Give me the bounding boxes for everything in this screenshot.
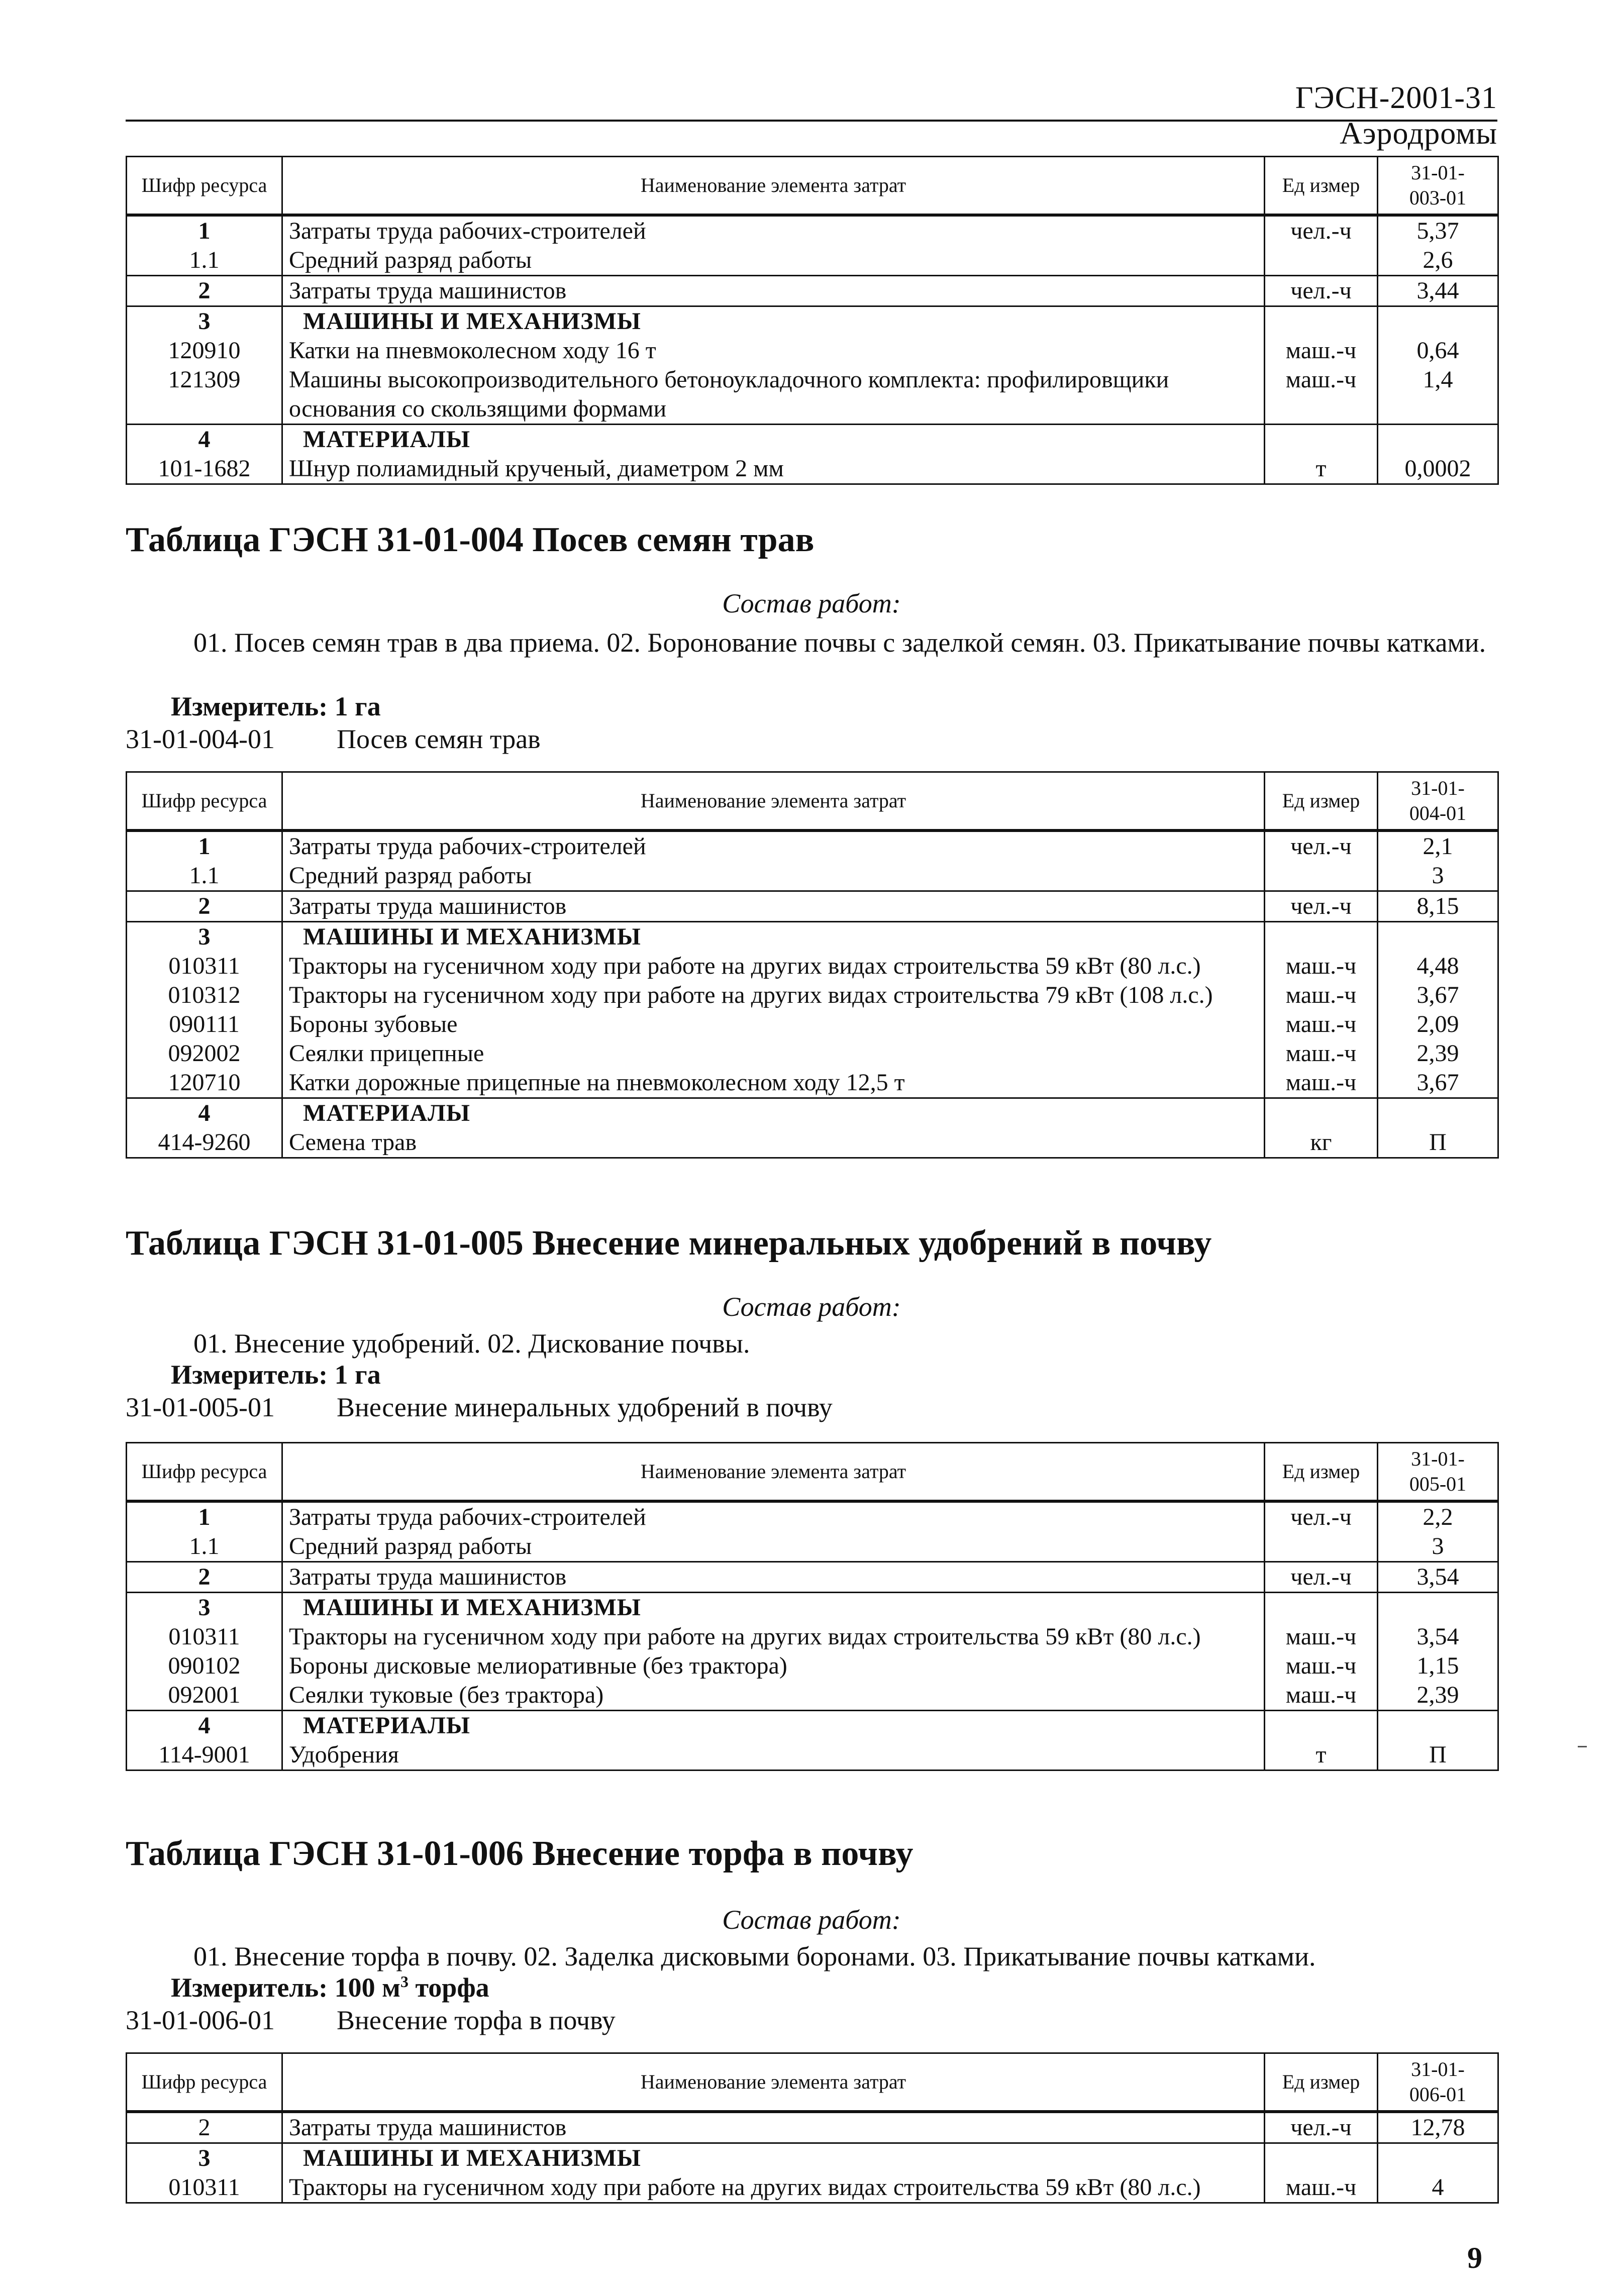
row-unit	[1265, 1593, 1378, 1623]
row-name: Тракторы на гусеничном ходу при работе на других видах строительства 79 кВт (108 л.с.)	[282, 981, 1265, 1010]
row-code: 3	[127, 306, 282, 337]
table-row	[127, 1651, 1498, 1681]
code-line-006	[126, 2005, 616, 2036]
row-value	[1378, 1711, 1498, 1741]
row-code: 4	[127, 1711, 282, 1741]
header-rule	[126, 120, 1497, 122]
row-unit	[1265, 2143, 1378, 2173]
row-value: 2,1	[1378, 830, 1498, 861]
measure-superscript: 3	[400, 1972, 409, 1991]
resource-table-004	[126, 771, 1499, 1159]
row-code: 010311	[127, 2173, 282, 2203]
col-header-name: Наименование элемента затрат	[282, 157, 1265, 216]
table-row	[127, 861, 1498, 891]
section-row	[127, 1711, 1498, 1741]
section-row	[127, 2143, 1498, 2173]
row-value	[1378, 1593, 1498, 1623]
row-unit	[1265, 1098, 1378, 1128]
section-heading-006: Таблица ГЭСН 31-01-006 Внесение торфа в почву	[126, 1834, 914, 1873]
section-heading-004: Таблица ГЭСН 31-01-004 Посев семян трав	[126, 521, 815, 559]
measure-label: Измеритель:	[171, 1360, 328, 1390]
norm-code: 31-01-005-01	[126, 1392, 275, 1422]
row-value	[1378, 425, 1498, 455]
row-name: Средний разряд работы	[282, 1532, 1265, 1562]
table-row	[127, 1068, 1498, 1098]
row-unit: маш.-ч	[1265, 981, 1378, 1010]
row-unit: маш.-ч	[1265, 1681, 1378, 1711]
row-code: 2	[127, 2112, 282, 2143]
table-row	[127, 1740, 1498, 1771]
row-unit	[1265, 1711, 1378, 1741]
row-unit: т	[1265, 1740, 1378, 1771]
col-header-code: Шифр ресурса	[127, 2053, 282, 2112]
row-value: 0,0002	[1378, 454, 1498, 484]
row-section-title: МАШИНЫ И МЕХАНИЗМЫ	[282, 306, 1265, 337]
row-code: 2	[127, 276, 282, 306]
row-unit: кг	[1265, 1128, 1378, 1158]
row-code: 3	[127, 2143, 282, 2173]
row-unit: чел.-ч	[1265, 1562, 1378, 1593]
row-name: Бороны зубовые	[282, 1010, 1265, 1039]
row-unit	[1265, 861, 1378, 891]
table-row	[127, 246, 1498, 276]
row-code: 2	[127, 1562, 282, 1593]
row-value: 3,54	[1378, 1562, 1498, 1593]
table-row	[127, 454, 1498, 484]
col-header-unit: Ед измер	[1265, 1443, 1378, 1502]
row-name: Катки дорожные прицепные на пневмоколесном ходу 12,5 т	[282, 1068, 1265, 1098]
row-code: 121309	[127, 365, 282, 425]
row-name: Машины высокопроизводительного бетоноукладочного комплекта: профилировщики основания со скользящими формами	[282, 365, 1265, 425]
col-header-code: Шифр ресурса	[127, 157, 282, 216]
col-header-name: Наименование элемента затрат	[282, 2053, 1265, 2112]
row-unit: чел.-ч	[1265, 891, 1378, 922]
row-value: 3,67	[1378, 981, 1498, 1010]
row-name: Затраты труда машинистов	[282, 276, 1265, 306]
measure-value-main: 100 м	[334, 1972, 400, 2003]
row-name: Удобрения	[282, 1740, 1265, 1771]
table-row	[127, 215, 1498, 246]
section-row	[127, 306, 1498, 337]
row-value: 12,78	[1378, 2112, 1498, 2143]
row-value: 8,15	[1378, 891, 1498, 922]
code-line-005	[126, 1392, 833, 1423]
row-code: 4	[127, 425, 282, 455]
row-code: 3	[127, 922, 282, 952]
table-row	[127, 981, 1498, 1010]
col-header-norm	[1378, 2053, 1498, 2112]
row-section-title: МАТЕРИАЛЫ	[282, 1098, 1265, 1128]
row-name: Тракторы на гусеничном ходу при работе на других видах строительства 59 кВт (80 л.с.)	[282, 1622, 1265, 1651]
table-row	[127, 1010, 1498, 1039]
row-code: 1.1	[127, 246, 282, 276]
row-name: Тракторы на гусеничном ходу при работе на других видах строительства 59 кВт (80 л.с.)	[282, 2173, 1265, 2203]
row-name: Катки на пневмоколесном ходу 16 т	[282, 336, 1265, 365]
row-unit: чел.-ч	[1265, 830, 1378, 861]
col-header-norm	[1378, 157, 1498, 216]
norm-code-line2: 006-01	[1409, 2083, 1467, 2106]
row-code: 090102	[127, 1651, 282, 1681]
row-unit	[1265, 1532, 1378, 1562]
row-code: 1	[127, 1501, 282, 1532]
row-unit: чел.-ч	[1265, 1501, 1378, 1532]
col-header-name: Наименование элемента затрат	[282, 772, 1265, 831]
row-section-title: МАШИНЫ И МЕХАНИЗМЫ	[282, 922, 1265, 952]
row-unit: маш.-ч	[1265, 365, 1378, 425]
row-name: Тракторы на гусеничном ходу при работе на других видах строительства 59 кВт (80 л.с.)	[282, 952, 1265, 981]
composition-text-004: 01. Посев семян трав в два приема. 02. Боронование почвы с заделкой семян. 03. Прикатывание почвы катками.	[193, 628, 1486, 658]
row-value: 3	[1378, 1532, 1498, 1562]
table-row	[127, 1622, 1498, 1651]
resource-table-003	[126, 156, 1499, 485]
row-code: 010312	[127, 981, 282, 1010]
row-value: 3,54	[1378, 1622, 1498, 1651]
row-code: 1	[127, 830, 282, 861]
col-header-unit: Ед измер	[1265, 2053, 1378, 2112]
row-name: Затраты труда рабочих-строителей	[282, 1501, 1265, 1532]
row-value: 2,6	[1378, 246, 1498, 276]
measure-004	[171, 691, 381, 722]
row-code: 092001	[127, 1681, 282, 1711]
row-code: 114-9001	[127, 1740, 282, 1771]
row-section-title: МАШИНЫ И МЕХАНИЗМЫ	[282, 2143, 1265, 2173]
row-unit: т	[1265, 454, 1378, 484]
norm-code-line2: 005-01	[1409, 1473, 1467, 1495]
row-value	[1378, 922, 1498, 952]
row-code: 010311	[127, 1622, 282, 1651]
composition-text-006: 01. Внесение торфа в почву. 02. Заделка дисковыми боронами. 03. Прикатывание почвы катками.	[193, 1941, 1316, 1971]
table-row	[127, 1501, 1498, 1532]
row-name: Бороны дисковые мелиоративные (без трактора)	[282, 1651, 1265, 1681]
measure-label: Измеритель:	[171, 1972, 328, 2003]
col-header-unit: Ед измер	[1265, 772, 1378, 831]
norm-name: Посев семян трав	[337, 724, 541, 754]
row-unit	[1265, 922, 1378, 952]
row-unit: чел.-ч	[1265, 2112, 1378, 2143]
resource-table-005	[126, 1442, 1499, 1771]
row-code: 4	[127, 1098, 282, 1128]
row-code: 414-9260	[127, 1128, 282, 1158]
col-header-unit: Ед измер	[1265, 157, 1378, 216]
col-header-norm	[1378, 772, 1498, 831]
measure-value	[335, 1972, 489, 2003]
measure-value: 1 га	[334, 1360, 381, 1390]
row-name: Затраты труда машинистов	[282, 1562, 1265, 1593]
row-value: 2,39	[1378, 1039, 1498, 1068]
row-unit: маш.-ч	[1265, 1039, 1378, 1068]
row-code: 092002	[127, 1039, 282, 1068]
row-code: 3	[127, 1593, 282, 1623]
row-code: 120910	[127, 336, 282, 365]
section-row	[127, 1098, 1498, 1128]
row-value: 2,39	[1378, 1681, 1498, 1711]
row-value: 3,67	[1378, 1068, 1498, 1098]
code-line-004	[126, 723, 541, 755]
row-code: 2	[127, 891, 282, 922]
table-row	[127, 1532, 1498, 1562]
measure-value: 1 га	[334, 691, 381, 721]
row-name: Затраты труда рабочих-строителей	[282, 215, 1265, 246]
composition-title-004: Состав работ:	[722, 588, 901, 618]
page-number: 9	[1467, 2241, 1482, 2274]
table-row	[127, 830, 1498, 861]
col-header-norm	[1378, 1443, 1498, 1502]
row-code: 101-1682	[127, 454, 282, 484]
row-value	[1378, 306, 1498, 337]
row-code: 090111	[127, 1010, 282, 1039]
row-value: 1,4	[1378, 365, 1498, 425]
row-value: 3	[1378, 861, 1498, 891]
row-value	[1378, 2143, 1498, 2173]
measure-005	[171, 1359, 381, 1390]
table-row	[127, 336, 1498, 365]
measure-value-suffix: торфа	[408, 1972, 489, 2003]
row-value: 1,15	[1378, 1651, 1498, 1681]
row-name: Шнур полиамидный крученый, диаметром 2 мм	[282, 454, 1265, 484]
row-name: Сеялки прицепные	[282, 1039, 1265, 1068]
row-value	[1378, 1098, 1498, 1128]
row-code: 1	[127, 215, 282, 246]
row-unit	[1265, 246, 1378, 276]
row-code: 010311	[127, 952, 282, 981]
col-header-code: Шифр ресурса	[127, 772, 282, 831]
table-row	[127, 952, 1498, 981]
resource-table-006	[126, 2052, 1499, 2204]
row-code: 1.1	[127, 1532, 282, 1562]
norm-code-line1: 31-01-	[1411, 161, 1465, 184]
section-row	[127, 425, 1498, 455]
row-name: Средний разряд работы	[282, 246, 1265, 276]
table-row	[127, 365, 1498, 425]
row-unit: маш.-ч	[1265, 1651, 1378, 1681]
running-header: ГЭСН-2001-31 Аэродромы	[1295, 81, 1497, 151]
norm-code: 31-01-004-01	[126, 724, 275, 754]
table-row	[127, 2112, 1498, 2143]
col-header-code: Шифр ресурса	[127, 1443, 282, 1502]
norm-name: Внесение торфа в почву	[337, 2005, 616, 2035]
norm-code-line1: 31-01-	[1411, 1447, 1465, 1470]
row-unit: маш.-ч	[1265, 952, 1378, 981]
row-value: 4,48	[1378, 952, 1498, 981]
row-unit: маш.-ч	[1265, 2173, 1378, 2203]
row-value: 2,2	[1378, 1501, 1498, 1532]
row-code: 120710	[127, 1068, 282, 1098]
row-unit: маш.-ч	[1265, 1068, 1378, 1098]
scan-mark	[1578, 1746, 1587, 1747]
table-row	[127, 1128, 1498, 1158]
row-unit	[1265, 306, 1378, 337]
measure-006	[171, 1972, 489, 2003]
composition-text-005: 01. Внесение удобрений. 02. Дискование почвы.	[193, 1328, 750, 1359]
row-section-title: МАТЕРИАЛЫ	[282, 1711, 1265, 1741]
row-unit	[1265, 425, 1378, 455]
composition-title-006: Состав работ:	[722, 1905, 901, 1935]
row-value: П	[1378, 1740, 1498, 1771]
measure-label: Измеритель:	[171, 691, 328, 721]
row-value: 2,09	[1378, 1010, 1498, 1039]
norm-code-line2: 003-01	[1409, 186, 1467, 209]
row-unit: чел.-ч	[1265, 215, 1378, 246]
row-name: Сеялки туковые (без трактора)	[282, 1681, 1265, 1711]
table-row	[127, 2173, 1498, 2203]
row-value: 0,64	[1378, 336, 1498, 365]
row-code: 1.1	[127, 861, 282, 891]
norm-code-line1: 31-01-	[1411, 2058, 1465, 2080]
row-name: Семена трав	[282, 1128, 1265, 1158]
row-name: Затраты труда машинистов	[282, 891, 1265, 922]
row-value: П	[1378, 1128, 1498, 1158]
norm-code: 31-01-006-01	[126, 2005, 275, 2035]
row-name: Затраты труда рабочих-строителей	[282, 830, 1265, 861]
norm-code-line2: 004-01	[1409, 802, 1467, 824]
table-row	[127, 1039, 1498, 1068]
row-value: 5,37	[1378, 215, 1498, 246]
section-row	[127, 1593, 1498, 1623]
row-name: Средний разряд работы	[282, 861, 1265, 891]
row-value: 4	[1378, 2173, 1498, 2203]
row-section-title: МАТЕРИАЛЫ	[282, 425, 1265, 455]
norm-code-line1: 31-01-	[1411, 777, 1465, 799]
col-header-name: Наименование элемента затрат	[282, 1443, 1265, 1502]
row-unit: маш.-ч	[1265, 1622, 1378, 1651]
table-row	[127, 891, 1498, 922]
row-section-title: МАШИНЫ И МЕХАНИЗМЫ	[282, 1593, 1265, 1623]
row-unit: маш.-ч	[1265, 1010, 1378, 1039]
row-unit: чел.-ч	[1265, 276, 1378, 306]
row-unit: маш.-ч	[1265, 336, 1378, 365]
composition-title-005: Состав работ:	[722, 1292, 901, 1322]
section-heading-005: Таблица ГЭСН 31-01-005 Внесение минеральных удобрений в почву	[126, 1224, 1212, 1263]
table-row	[127, 1562, 1498, 1593]
row-value: 3,44	[1378, 276, 1498, 306]
table-row	[127, 1681, 1498, 1711]
section-row	[127, 922, 1498, 952]
row-name: Затраты труда машинистов	[282, 2112, 1265, 2143]
norm-name: Внесение минеральных удобрений в почву	[337, 1392, 833, 1422]
table-row	[127, 276, 1498, 306]
